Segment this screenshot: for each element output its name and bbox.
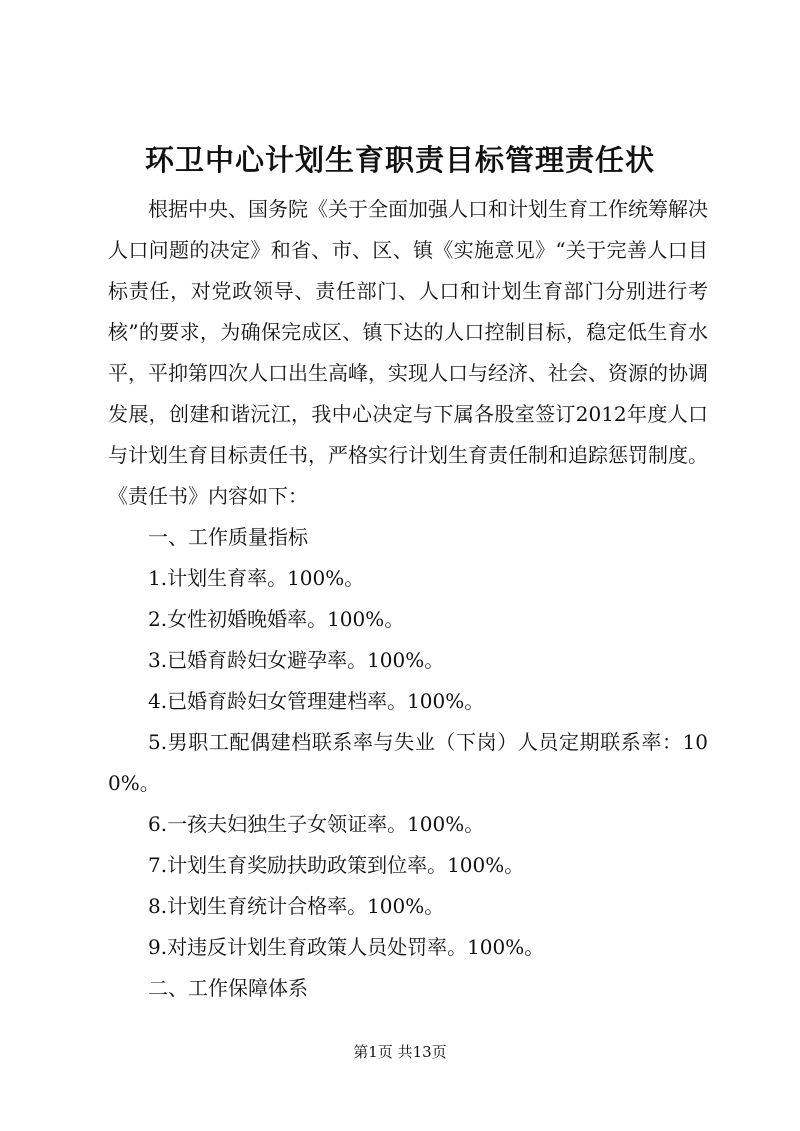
- page-number-footer: 第1页 共13页: [353, 1043, 447, 1061]
- intro-paragraph: 根据中央、国务院《关于全面加强人口和计划生育工作统筹解决人口问题的决定》和省、市、区、镇《实施意见》“关于完善人口目标责任，对党政领导、责任部门、人口和计划生育部门分别进行考核”的要求，为确保完成区、镇下达的人口控制目标，稳定低生育水平，平抑第四次人口出生高峰，实现人口与经济、社会、资源的协调发展，创建和谐沅江，我中心决定与下属各股室签订2012年度人口与计划生育目标责任书，严格实行计划生育责任制和追踪惩罚制度。《责任书》内容如下：: [108, 197, 708, 508]
- list-item: 8.计划生育统计合格率。100%。: [148, 894, 445, 918]
- document-title: 环卫中心计划生育职责目标管理责任状: [144, 143, 655, 177]
- list-item: 5.男职工配偶建档联系率与失业（下岗）人员定期联系率：100%。: [108, 730, 708, 795]
- list-item: 2.女性初婚晚婚率。100%。: [148, 607, 405, 631]
- document-body: [108, 189, 708, 1009]
- list-item: 6.一孩夫妇独生子女领证率。100%。: [148, 812, 485, 836]
- list-item: 4.已婚育龄妇女管理建档率。100%。: [148, 689, 485, 713]
- list-item: 7.计划生育奖励扶助政策到位率。100%。: [148, 853, 525, 877]
- list-item: 3.已婚育龄妇女避孕率。100%。: [148, 648, 445, 672]
- section-heading-guarantee: 二、工作保障体系: [148, 976, 308, 1000]
- list-item: 1.计划生育率。100%。: [148, 566, 365, 590]
- list-item: 9.对违反计划生育政策人员处罚率。100%。: [148, 935, 545, 959]
- section-heading-quality: 一、工作质量指标: [148, 525, 308, 549]
